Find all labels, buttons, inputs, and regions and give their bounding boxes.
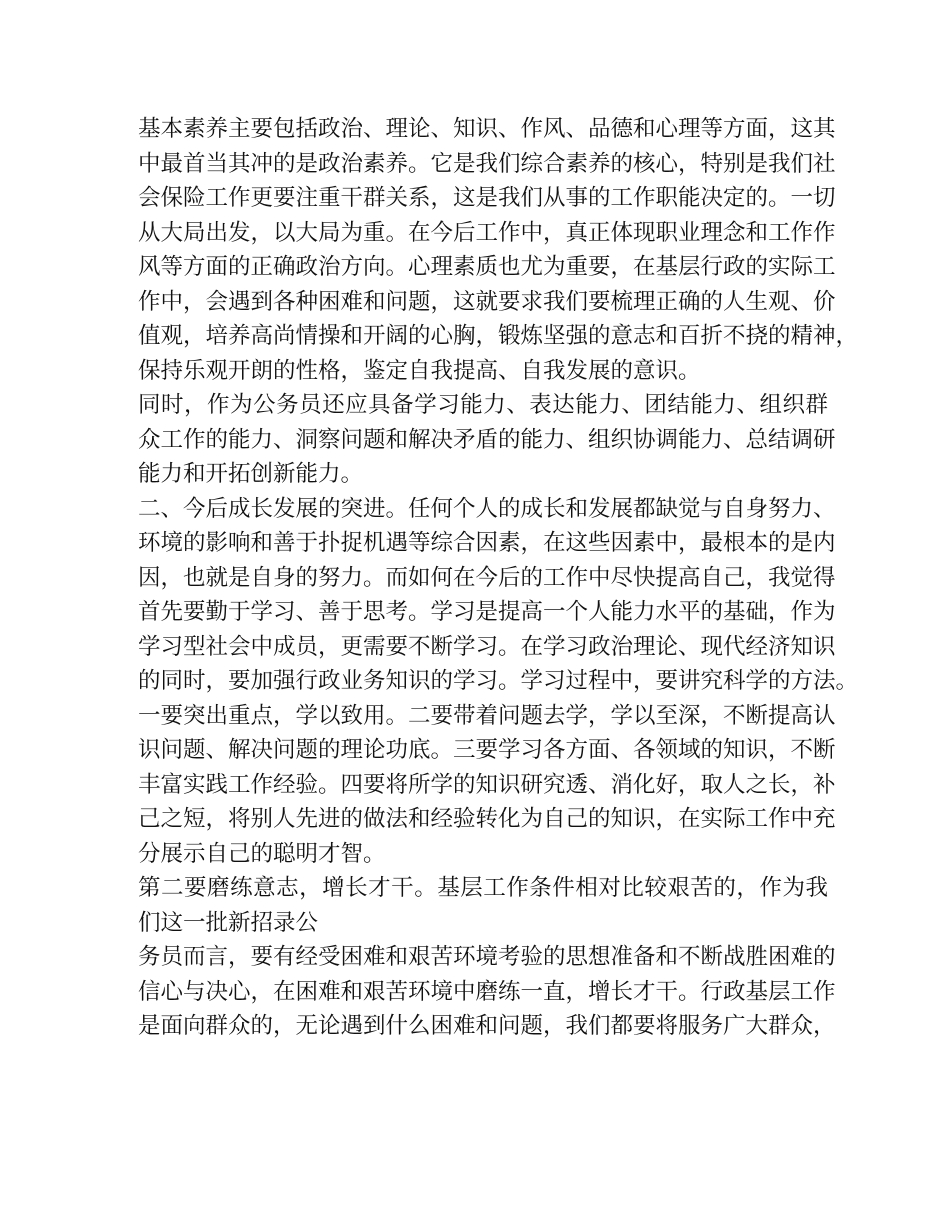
- text-line: 信心与决心，在困难和艰苦环境中磨练一直，增长才干。行政基层工作: [138, 978, 836, 1005]
- body-text: [138, 112, 859, 1044]
- text-line: 中最首当其冲的是政治素养。它是我们综合素养的核心，特别是我们社: [138, 150, 836, 177]
- text-line: 的同时，要加强行政业务知识的学习。学习过程中，要讲究科学的方法。: [138, 668, 859, 694]
- text-line: 众工作的能力、洞察问题和解决矛盾的能力、组织协调能力、总结调研: [138, 426, 836, 453]
- text-line: 环境的影响和善于扑捉机遇等综合因素，在这些因素中，最根本的是内: [138, 530, 836, 556]
- text-line: 会保险工作更要注重干群关系，这是我们从事的工作职能决定的。一切: [138, 185, 836, 211]
- text-line: 务员而言，要有经受困难和艰苦环境考验的思想准备和不断战胜困难的: [138, 944, 836, 970]
- text-line: 分展示自己的聪明才智。: [138, 840, 386, 867]
- text-line: 作中，会遇到各种困难和问题，这就要求我们要梳理正确的人生观、价: [138, 288, 836, 315]
- text-line: 基本素养主要包括政治、理论、知识、作风、品德和心理等方面，这其: [138, 116, 836, 142]
- text-line: 保持乐观开朗的性格，鉴定自我提高、自我发展的意识。: [138, 357, 701, 384]
- text-line: 风等方面的正确政治方向。心理素质也尤为重要，在基层行政的实际工: [138, 254, 836, 280]
- text-line: 同时，作为公务员还应具备学习能力、表达能力、团结能力、组织群: [138, 392, 828, 418]
- text-line: 一要突出重点，学以致用。二要带着问题去学，学以至深，不断提高认: [138, 702, 836, 729]
- text-line: 是面向群众的，无论遇到什么困难和问题，我们都要将服务广大群众，: [138, 1013, 836, 1039]
- text-line: 能力和开拓创新能力。: [138, 461, 364, 487]
- text-line: 丰富实践工作经验。四要将所学的知识研究透、消化好，取人之长，补: [138, 771, 836, 798]
- text-line: 从大局出发，以大局为重。在今后工作中，真正体现职业理念和工作作: [138, 219, 836, 246]
- text-line: 识问题、解决问题的理论功底。三要学习各方面、各领域的知识，不断: [138, 737, 836, 763]
- text-line: 第二要磨练意志，增长才干。基层工作条件相对比较艰苦的，作为我: [138, 875, 828, 901]
- text-line: 们这一批新招录公: [138, 909, 319, 936]
- text-line: 学习型社会中成员，更需要不断学习。在学习政治理论、现代经济知识: [138, 633, 836, 660]
- text-line: 二、今后成长发展的突进。任何个人的成长和发展都缺觉与自身努力、: [138, 495, 836, 522]
- text-line: 值观，培养高尚情操和开阔的心胸，锻炼坚强的意志和百折不挠的精神，: [138, 323, 859, 349]
- text-line: 己之短，将别人先进的做法和经验转化为自己的知识，在实际工作中充: [138, 806, 836, 832]
- text-line: 因，也就是自身的努力。而如何在今后的工作中尽快提高自己，我觉得: [138, 564, 836, 591]
- text-line: 首先要勤于学习、善于思考。学习是提高一个人能力水平的基础，作为: [138, 599, 836, 625]
